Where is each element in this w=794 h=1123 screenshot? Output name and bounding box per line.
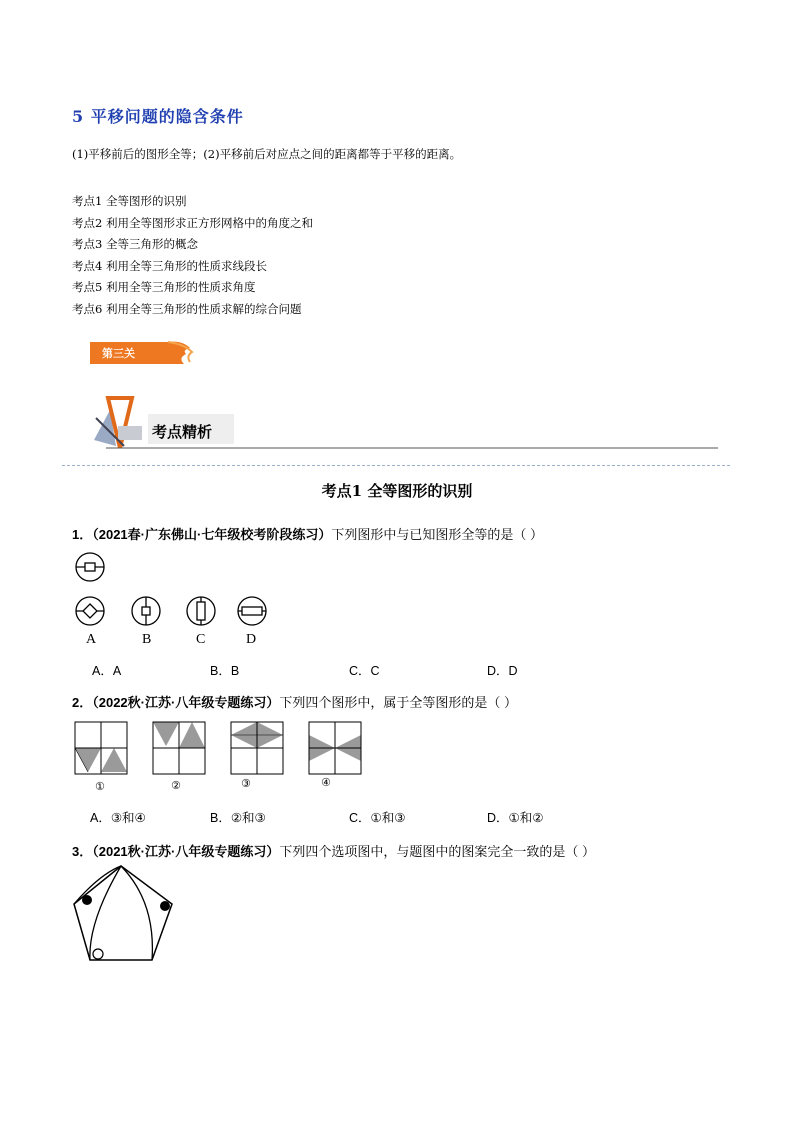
q2-figure-label-3: ③ — [241, 777, 251, 790]
q1-figure-label-d: D — [246, 632, 257, 647]
q1-figure-label-b: B — [142, 632, 152, 647]
q2-figure-label-1: ① — [95, 780, 105, 793]
q1-number: 1． — [72, 527, 93, 542]
q1-option-b[interactable]: B．B — [210, 664, 240, 678]
kaodian-jingxi-label: 考点精析 — [152, 423, 213, 441]
ruler-tools-icon — [90, 388, 730, 452]
q2-figure-label-4: ④ — [321, 776, 331, 789]
q1-figure-c — [187, 597, 215, 625]
kaodian-jingxi-header — [90, 388, 730, 452]
q1-option-d[interactable]: D．D — [487, 664, 518, 678]
q1-text: 下列图形中与已知图形全等的是（ ） — [331, 527, 543, 542]
q1-figures — [70, 552, 280, 630]
kaodian-item: 考点4 利用全等三角形的性质求线段长 — [72, 259, 267, 273]
kaodian1-title: 考点1 全等图形的识别 — [321, 482, 473, 500]
q2-figure-3 — [231, 722, 283, 774]
q2-source: （2022秋·江苏·八年级专题练习） — [92, 695, 280, 710]
kaodian-item: 考点6 利用全等三角形的性质求解的综合问题 — [72, 302, 302, 316]
q1-figure-label-c: C — [196, 632, 206, 647]
section5-title: 5 平移问题的隐含条件 — [72, 107, 244, 126]
question-2 — [72, 692, 517, 711]
q3-pentagon-figure — [70, 862, 180, 966]
dashed-separator — [62, 465, 730, 466]
section5-note: (1)平移前后的图形全等；(2)平移前后对应点之间的距离都等于平移的距离。 — [72, 147, 462, 161]
q2-option-a[interactable]: A．③和④ — [90, 811, 146, 825]
q1-figure-label-a: A — [86, 632, 97, 647]
level-banner — [86, 338, 196, 368]
question-3 — [72, 841, 595, 860]
q1-figure-b — [132, 597, 160, 625]
q1-option-a[interactable]: A．A — [92, 664, 122, 678]
q1-option-c[interactable]: C．C — [349, 664, 380, 678]
q2-figures — [74, 720, 366, 778]
q2-figure-4 — [309, 722, 361, 774]
question-1 — [72, 524, 543, 543]
q3-number: 3． — [72, 844, 93, 859]
kaodian-item: 考点5 利用全等三角形的性质求角度 — [72, 280, 256, 294]
q2-option-c[interactable]: C．①和③ — [349, 811, 406, 825]
q1-figure-a — [76, 597, 104, 625]
kaodian-item: 考点2 利用全等图形求正方形网格中的角度之和 — [72, 216, 313, 230]
level-banner-text: 第三关 — [102, 347, 135, 360]
q1-given-figure — [76, 553, 104, 581]
q2-figure-label-2: ② — [171, 779, 181, 792]
q2-option-b[interactable]: B．②和③ — [210, 811, 266, 825]
kaodian-item: 考点3 全等三角形的概念 — [72, 237, 198, 251]
q2-number: 2． — [72, 695, 93, 710]
q3-source: （2021秋·江苏·八年级专题练习） — [92, 844, 280, 859]
q2-text: 下列四个图形中，属于全等图形的是（ ） — [279, 695, 517, 710]
q2-figure-2 — [153, 722, 205, 774]
q1-source: （2021春·广东佛山·七年级校考阶段练习） — [92, 527, 332, 542]
q1-figure-d — [238, 597, 266, 625]
kaodian-item: 考点1 全等图形的识别 — [72, 194, 187, 208]
q2-figure-1 — [75, 722, 127, 774]
q3-text: 下列四个选项图中，与题图中的图案完全一致的是（ ） — [279, 844, 595, 859]
q2-option-d[interactable]: D．①和② — [487, 811, 544, 825]
